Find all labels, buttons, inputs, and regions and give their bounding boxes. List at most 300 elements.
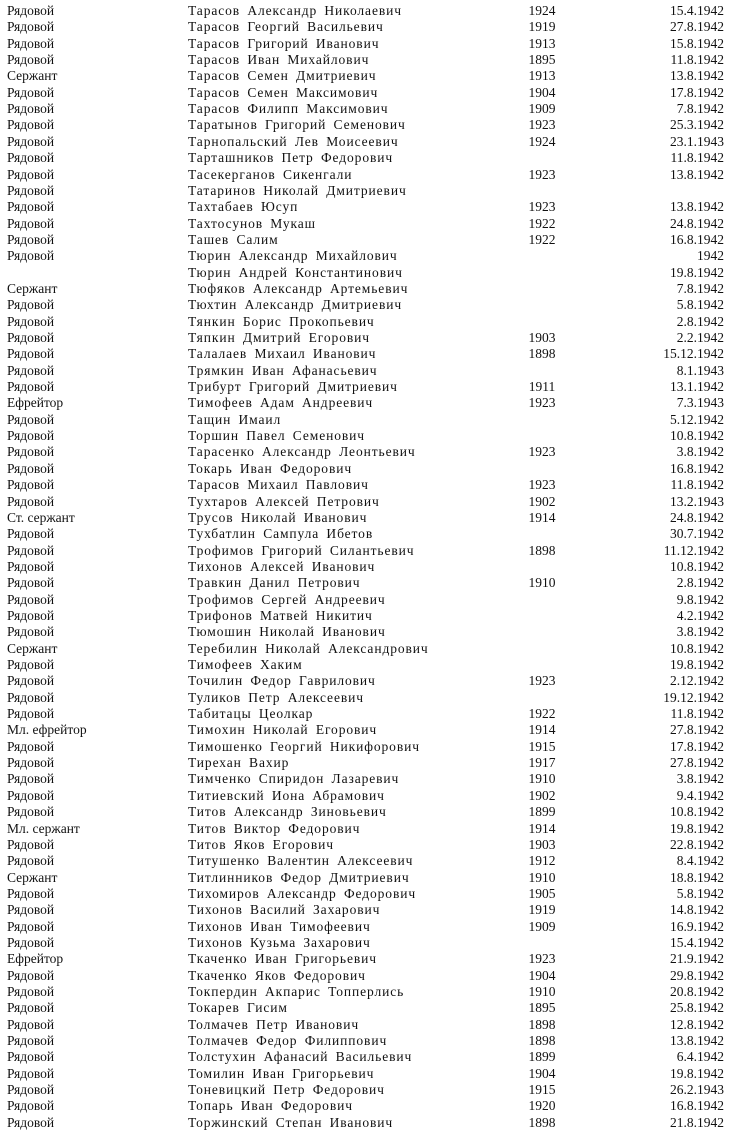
birth-year-cell: 1919	[528, 902, 556, 918]
rank-cell: Рядовой	[7, 477, 55, 493]
list-item	[0, 608, 738, 624]
rank-cell: Рядовой	[7, 313, 55, 329]
list-item	[0, 641, 738, 657]
list-item	[0, 624, 738, 640]
rank-cell: Рядовой	[7, 689, 55, 705]
date-cell: 5.8.1942	[676, 885, 724, 901]
date-cell: 7.3.1943	[676, 395, 724, 411]
name-cell: Тяпкин Дмитрий Егорович	[188, 330, 370, 345]
date-cell: 2.12.1942	[670, 673, 724, 689]
name-cell: Трофимов Григорий Силантьевич	[188, 542, 415, 558]
date-cell: 25.8.1942	[670, 1000, 724, 1016]
date-cell: 19.12.1942	[663, 689, 724, 705]
date-cell: 21.8.1942	[670, 1114, 724, 1130]
date-cell: 24.8.1942	[670, 509, 724, 525]
name-cell: Тахтосунов Мукаш	[188, 215, 316, 231]
birth-year-cell: 1899	[528, 804, 556, 820]
rank-cell: Рядовой	[7, 493, 55, 509]
birth-year-cell: 1903	[528, 330, 556, 345]
birth-year-cell: 1910	[528, 984, 556, 999]
date-cell: 6.4.1942	[676, 1049, 724, 1065]
birth-year-cell: 1898	[528, 1033, 556, 1049]
name-cell: Тихонов Кузьма Захарович	[188, 934, 371, 950]
birth-year-cell: 1923	[528, 477, 556, 493]
rank-cell: Рядовой	[7, 1082, 55, 1098]
birth-year-cell: 1910	[528, 869, 556, 885]
rank-cell: Ефрейтор	[7, 395, 64, 411]
name-cell: Тарасов Семен Дмитриевич	[188, 68, 377, 84]
list-item	[0, 1082, 738, 1098]
name-cell: Тимошенко Георгий Никифорович	[188, 738, 420, 754]
date-cell: 16.8.1942	[670, 1098, 724, 1114]
birth-year-cell: 1902	[528, 787, 556, 803]
name-cell: Тарташников Петр Федорович	[188, 150, 394, 166]
date-cell: 3.8.1942	[676, 444, 724, 460]
rank-cell: Рядовой	[7, 199, 55, 215]
name-cell: Тихонов Алексей Иванович	[188, 558, 376, 574]
date-cell: 7.8.1942	[676, 280, 724, 296]
name-cell: Тарасенко Александр Леонтьевич	[188, 444, 416, 460]
birth-year-cell: 1898	[528, 346, 556, 362]
rank-cell: Рядовой	[7, 166, 55, 182]
list-item	[0, 412, 738, 428]
list-item	[0, 804, 738, 820]
list-item	[0, 722, 738, 738]
rank-cell: Рядовой	[7, 934, 55, 950]
list-item	[0, 592, 738, 608]
name-cell: Талалаев Михаил Иванович	[188, 346, 377, 362]
date-cell: 22.8.1942	[670, 836, 724, 852]
name-cell: Тарасов Александр Николаевич	[188, 3, 402, 18]
rank-cell: Рядовой	[7, 967, 55, 983]
list-item	[0, 134, 738, 150]
rank-cell: Рядовой	[7, 362, 55, 378]
list-item	[0, 281, 738, 297]
rank-cell: Рядовой	[7, 411, 55, 427]
birth-year-cell: 1895	[528, 1000, 556, 1016]
rank-cell: Рядовой	[7, 607, 55, 623]
name-cell: Тюфяков Александр Артемьевич	[188, 280, 409, 296]
list-item	[0, 363, 738, 379]
date-cell: 26.2.1943	[670, 1082, 724, 1098]
name-cell: Топарь Иван Федорович	[188, 1098, 353, 1114]
date-cell: 13.8.1942	[670, 199, 724, 215]
birth-year-cell: 1914	[528, 820, 556, 836]
date-cell: 27.8.1942	[670, 722, 724, 738]
name-cell: Титлинников Федор Дмитриевич	[188, 869, 410, 885]
name-cell: Тянкин Борис Прокопьевич	[188, 313, 375, 329]
list-item	[0, 1115, 738, 1131]
date-cell: 1942	[697, 248, 724, 264]
list-item	[0, 232, 738, 248]
list-item	[0, 919, 738, 935]
birth-year-cell: 1909	[528, 101, 556, 117]
rank-cell: Рядовой	[7, 657, 55, 672]
date-cell: 11.8.1942	[670, 52, 724, 68]
list-item	[0, 788, 738, 804]
birth-year-cell: 1923	[528, 444, 556, 460]
list-item	[0, 314, 738, 330]
date-cell: 29.8.1942	[670, 967, 724, 983]
birth-year-cell: 1919	[528, 19, 556, 35]
date-cell: 20.8.1942	[670, 984, 724, 999]
rank-cell: Рядовой	[7, 150, 55, 166]
rank-cell: Сержант	[7, 68, 58, 84]
birth-year-cell: 1915	[528, 1082, 556, 1098]
rank-cell: Рядовой	[7, 771, 55, 787]
name-cell: Трифонов Матвей Никитич	[188, 607, 373, 623]
rank-cell: Рядовой	[7, 346, 55, 362]
name-cell: Толстухин Афанасий Васильевич	[188, 1049, 413, 1065]
rank-cell: Рядовой	[7, 3, 55, 18]
name-cell: Трямкин Иван Афанасьевич	[188, 362, 378, 378]
rank-cell: Рядовой	[7, 182, 55, 198]
rank-cell: Мл. сержант	[7, 820, 80, 836]
list-item	[0, 902, 738, 918]
list-item	[0, 968, 738, 984]
date-cell: 8.1.1943	[676, 362, 724, 378]
name-cell: Торшин Павел Семенович	[188, 428, 365, 444]
birth-year-cell: 1913	[528, 35, 556, 51]
date-cell: 15.8.1942	[670, 35, 724, 51]
rank-cell: Рядовой	[7, 444, 55, 460]
rank-cell: Рядовой	[7, 853, 55, 869]
rank-cell: Рядовой	[7, 885, 55, 901]
date-cell: 19.8.1942	[670, 820, 724, 836]
list-item	[0, 395, 738, 411]
list-item	[0, 494, 738, 510]
birth-year-cell: 1904	[528, 84, 556, 100]
list-item	[0, 690, 738, 706]
name-cell: Тирехан Вахир	[188, 755, 290, 771]
name-cell: Тюрин Александр Михайлович	[188, 248, 398, 264]
list-item	[0, 657, 738, 673]
date-cell: 17.8.1942	[670, 738, 724, 754]
rank-cell: Ефрейтор	[7, 951, 64, 967]
rank-cell: Рядовой	[7, 755, 55, 771]
rank-cell: Рядовой	[7, 1016, 55, 1032]
birth-year-cell: 1923	[528, 951, 556, 967]
name-cell: Трусов Николай Иванович	[188, 509, 368, 525]
date-cell: 17.8.1942	[670, 84, 724, 100]
birth-year-cell: 1924	[528, 3, 556, 18]
birth-year-cell: 1922	[528, 231, 556, 247]
date-cell: 21.9.1942	[670, 951, 724, 967]
rank-cell: Рядовой	[7, 1033, 55, 1049]
date-cell: 2.8.1942	[676, 313, 724, 329]
date-cell: 19.8.1942	[670, 657, 724, 672]
list-item	[0, 575, 738, 591]
birth-year-cell: 1904	[528, 1065, 556, 1081]
name-cell: Титиевский Иона Абрамович	[188, 787, 385, 803]
name-cell: Тарасов Георгий Васильевич	[188, 19, 384, 35]
birth-year-cell: 1922	[528, 215, 556, 231]
date-cell: 5.8.1942	[676, 297, 724, 313]
name-cell: Тюхтин Александр Дмитриевич	[188, 297, 403, 313]
list-item	[0, 297, 738, 313]
rank-cell: Рядовой	[7, 526, 55, 542]
birth-year-cell: 1905	[528, 885, 556, 901]
name-cell: Тахтабаев Юсуп	[188, 199, 299, 215]
list-item	[0, 265, 738, 281]
date-cell: 16.9.1942	[670, 918, 724, 934]
list-item	[0, 444, 738, 460]
rank-cell: Рядовой	[7, 836, 55, 852]
rank-cell: Рядовой	[7, 330, 55, 345]
birth-year-cell: 1909	[528, 918, 556, 934]
name-cell: Ткаченко Иван Григорьевич	[188, 951, 377, 967]
list-item	[0, 559, 738, 575]
date-cell: 15.12.1942	[663, 346, 724, 362]
list-item	[0, 1066, 738, 1082]
birth-year-cell: 1912	[528, 853, 556, 869]
name-cell: Тихонов Иван Тимофеевич	[188, 918, 371, 934]
name-cell: Ткаченко Яков Федорович	[188, 967, 366, 983]
list-item	[0, 477, 738, 493]
name-cell: Трофимов Сергей Андреевич	[188, 591, 386, 607]
list-item	[0, 870, 738, 886]
name-cell: Тюмошин Николай Иванович	[188, 624, 386, 640]
birth-year-cell: 1917	[528, 755, 556, 771]
name-cell: Тарасов Григорий Иванович	[188, 35, 380, 51]
rank-cell: Рядовой	[7, 428, 55, 444]
rank-cell: Рядовой	[7, 804, 55, 820]
rank-cell: Рядовой	[7, 101, 55, 117]
date-cell: 13.2.1943	[670, 493, 724, 509]
list-item	[0, 951, 738, 967]
date-cell: 23.1.1943	[670, 133, 724, 149]
birth-year-cell: 1915	[528, 738, 556, 754]
rank-cell: Рядовой	[7, 460, 55, 476]
list-item	[0, 346, 738, 362]
date-cell: 11.8.1942	[670, 477, 724, 493]
rank-cell: Рядовой	[7, 1000, 55, 1016]
birth-year-cell: 1923	[528, 395, 556, 411]
name-cell: Тимофеев Адам Андреевич	[188, 395, 374, 411]
name-cell: Ташев Салим	[188, 231, 279, 247]
list-item	[0, 1098, 738, 1114]
date-cell: 13.8.1942	[670, 1033, 724, 1049]
rank-cell: Рядовой	[7, 706, 55, 722]
rank-cell: Сержант	[7, 640, 58, 656]
rank-cell: Рядовой	[7, 133, 55, 149]
rank-cell: Рядовой	[7, 575, 55, 591]
list-item	[0, 853, 738, 869]
birth-year-cell: 1910	[528, 575, 556, 591]
name-cell: Тоневицкий Петр Федорович	[188, 1082, 385, 1098]
list-item	[0, 248, 738, 264]
name-cell: Тихонов Василий Захарович	[188, 902, 381, 918]
rank-cell: Сержант	[7, 280, 58, 296]
rank-cell: Рядовой	[7, 558, 55, 574]
rank-cell: Мл. ефрейтор	[7, 722, 87, 738]
date-cell: 16.8.1942	[670, 231, 724, 247]
date-cell: 10.8.1942	[670, 640, 724, 656]
birth-year-cell: 1920	[528, 1098, 556, 1114]
name-cell: Туликов Петр Алексеевич	[188, 689, 364, 705]
birth-year-cell: 1899	[528, 1049, 556, 1065]
list-item	[0, 1000, 738, 1016]
rank-cell: Рядовой	[7, 902, 55, 918]
birth-year-cell: 1922	[528, 706, 556, 722]
date-cell: 30.7.1942	[670, 526, 724, 542]
rank-cell: Рядовой	[7, 1065, 55, 1081]
name-cell: Теребилин Николай Александрович	[188, 640, 429, 656]
date-cell: 13.1.1942	[670, 379, 724, 395]
birth-year-cell: 1923	[528, 166, 556, 182]
list-item	[0, 1017, 738, 1033]
name-cell: Тасекерганов Сикенгали	[188, 166, 353, 182]
date-cell: 10.8.1942	[670, 804, 724, 820]
date-cell: 24.8.1942	[670, 215, 724, 231]
name-cell: Тарасов Филипп Максимович	[188, 101, 389, 117]
name-cell: Таратынов Григорий Семенович	[188, 117, 406, 133]
list-item	[0, 984, 738, 1000]
rank-cell: Ст. сержант	[7, 509, 75, 525]
list-item	[0, 101, 738, 117]
date-cell: 4.2.1942	[676, 607, 724, 623]
rank-cell: Рядовой	[7, 1114, 55, 1130]
birth-year-cell: 1903	[528, 836, 556, 852]
list-item	[0, 510, 738, 526]
list-item	[0, 428, 738, 444]
rank-cell: Рядовой	[7, 673, 55, 689]
list-item	[0, 85, 738, 101]
rank-cell: Рядовой	[7, 297, 55, 313]
date-cell: 27.8.1942	[670, 19, 724, 35]
list-item	[0, 935, 738, 951]
list-item	[0, 216, 738, 232]
date-cell: 25.3.1942	[670, 117, 724, 133]
list-item	[0, 167, 738, 183]
list-item	[0, 526, 738, 542]
name-cell: Тащин Имаил	[188, 411, 282, 427]
list-item	[0, 117, 738, 133]
rank-cell: Рядовой	[7, 248, 55, 264]
name-cell: Титов Александр Зиновьевич	[188, 804, 387, 820]
date-cell: 16.8.1942	[670, 460, 724, 476]
name-cell: Травкин Данил Петрович	[188, 575, 361, 591]
date-cell: 3.8.1942	[676, 771, 724, 787]
name-cell: Тарнопальский Лев Моисеевич	[188, 133, 399, 149]
birth-year-cell: 1911	[528, 379, 556, 395]
list-item	[0, 755, 738, 771]
rank-cell: Рядовой	[7, 19, 55, 35]
name-cell: Трибурт Григорий Дмитриевич	[188, 379, 398, 395]
rank-cell: Рядовой	[7, 624, 55, 640]
list-item	[0, 886, 738, 902]
name-cell: Тимченко Спиридон Лазаревич	[188, 771, 400, 787]
name-cell: Точилин Федор Гаврилович	[188, 673, 376, 689]
rank-cell: Рядовой	[7, 984, 55, 999]
date-cell: 9.8.1942	[676, 591, 724, 607]
list-item	[0, 739, 738, 755]
date-cell: 14.8.1942	[670, 902, 724, 918]
rank-cell: Рядовой	[7, 591, 55, 607]
list-item	[0, 837, 738, 853]
name-cell: Тарасов Семен Максимович	[188, 84, 379, 100]
name-cell: Титов Яков Егорович	[188, 836, 334, 852]
date-cell: 19.8.1942	[670, 264, 724, 280]
birth-year-cell: 1902	[528, 493, 556, 509]
date-cell: 12.8.1942	[670, 1016, 724, 1032]
name-cell: Тихомиров Александр Федорович	[188, 885, 417, 901]
list-item	[0, 821, 738, 837]
date-cell: 11.8.1942	[670, 150, 724, 166]
rank-cell: Рядовой	[7, 1049, 55, 1065]
birth-year-cell: 1904	[528, 967, 556, 983]
list-item	[0, 673, 738, 689]
name-cell: Татаринов Николай Дмитриевич	[188, 182, 407, 198]
list-item	[0, 771, 738, 787]
rank-cell: Рядовой	[7, 35, 55, 51]
date-cell: 9.4.1942	[676, 787, 724, 803]
name-cell: Толмачев Петр Иванович	[188, 1016, 360, 1032]
date-cell: 8.4.1942	[676, 853, 724, 869]
birth-year-cell: 1923	[528, 673, 556, 689]
name-cell: Тухбатлин Сампула Ибетов	[188, 526, 374, 542]
rank-cell: Рядовой	[7, 542, 55, 558]
date-cell: 2.8.1942	[676, 575, 724, 591]
name-cell: Торжинский Степан Иванович	[188, 1114, 394, 1130]
date-cell: 2.2.1942	[676, 330, 724, 345]
date-cell: 3.8.1942	[676, 624, 724, 640]
list-item	[0, 706, 738, 722]
date-cell: 27.8.1942	[670, 755, 724, 771]
list-item	[0, 68, 738, 84]
date-cell: 19.8.1942	[670, 1065, 724, 1081]
list-item	[0, 183, 738, 199]
name-cell: Толмачев Федор Филиппович	[188, 1033, 388, 1049]
date-cell: 15.4.1942	[670, 934, 724, 950]
rank-cell: Сержант	[7, 869, 58, 885]
rank-cell: Рядовой	[7, 379, 55, 395]
rank-cell: Рядовой	[7, 215, 55, 231]
list-item	[0, 461, 738, 477]
name-cell: Табитацы Цеолкар	[188, 706, 314, 722]
list-item	[0, 1049, 738, 1065]
name-cell: Томилин Иван Григорьевич	[188, 1065, 375, 1081]
birth-year-cell: 1910	[528, 771, 556, 787]
birth-year-cell: 1898	[528, 1114, 556, 1130]
date-cell: 13.8.1942	[670, 68, 724, 84]
list-item	[0, 36, 738, 52]
list-item	[0, 3, 738, 19]
rank-cell: Рядовой	[7, 1098, 55, 1114]
date-cell: 13.8.1942	[670, 166, 724, 182]
birth-year-cell: 1913	[528, 68, 556, 84]
name-cell: Тюрин Андрей Константинович	[188, 264, 403, 280]
name-cell: Токпердин Акпарис Топперлись	[188, 984, 405, 999]
list-item	[0, 52, 738, 68]
birth-year-cell: 1914	[528, 722, 556, 738]
name-cell: Тимофеев Хаким	[188, 657, 303, 672]
birth-year-cell: 1923	[528, 117, 556, 133]
birth-year-cell: 1924	[528, 133, 556, 149]
name-cell: Токарев Гисим	[188, 1000, 288, 1016]
list-item	[0, 1033, 738, 1049]
list-item	[0, 199, 738, 215]
rank-cell: Рядовой	[7, 787, 55, 803]
list-item	[0, 330, 738, 346]
list-item	[0, 543, 738, 559]
date-cell: 10.8.1942	[670, 558, 724, 574]
rank-cell: Рядовой	[7, 52, 55, 68]
name-cell: Титушенко Валентин Алексеевич	[188, 853, 414, 869]
date-cell: 15.4.1942	[670, 3, 724, 18]
name-cell: Тарасов Иван Михайлович	[188, 52, 370, 68]
rank-cell: Рядовой	[7, 918, 55, 934]
